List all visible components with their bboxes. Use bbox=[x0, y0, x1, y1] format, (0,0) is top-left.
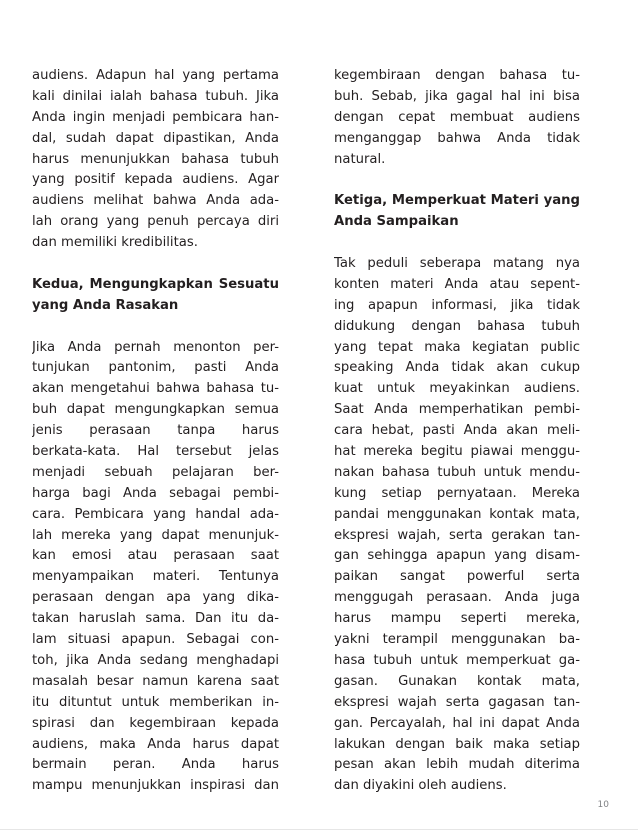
text-line: konten materi Anda atau sepent- bbox=[334, 276, 580, 292]
paragraph-gap bbox=[32, 317, 279, 338]
text-line: harga bagi Anda sebagai pembi- bbox=[32, 485, 279, 501]
text-line: masalah besar namun karena saat bbox=[32, 673, 279, 689]
paragraph-gap bbox=[334, 233, 580, 254]
text-line: yang tepat maka kegiatan public bbox=[334, 339, 580, 355]
text-line: menyampaikan materi. Tentunya bbox=[32, 569, 279, 585]
text-line: paikan sangat powerful serta bbox=[334, 569, 580, 585]
text-line: speaking Anda tidak akan cukup bbox=[334, 360, 580, 376]
text-line: audiens, maka Anda harus dapat bbox=[32, 736, 279, 752]
text-line: dan diyakini oleh audiens. bbox=[334, 778, 507, 794]
text-line: takan haruslah sama. Dan itu da- bbox=[32, 611, 279, 627]
text-line: mampu menunjukkan inspirasi dan bbox=[32, 778, 279, 794]
text-line: gan. Percayalah, hal ini dapat Anda bbox=[334, 715, 580, 731]
paragraph-gap bbox=[334, 170, 580, 191]
text-line: lah orang yang penuh percaya diri bbox=[32, 214, 279, 230]
text-line: menggugah perasaan. Anda juga bbox=[334, 590, 580, 606]
page-number: 10 bbox=[597, 800, 609, 810]
text-line: audiens. Adapun hal yang pertama bbox=[32, 68, 279, 83]
text-line: gan sehingga apapun yang disam- bbox=[334, 548, 580, 564]
text-line: kung setiap pernyataan. Mereka bbox=[334, 485, 580, 501]
left-column bbox=[32, 66, 279, 797]
text-line: lakukan dengan baik maka setiap bbox=[334, 736, 580, 752]
text-line: yang positif kepada audiens. Agar bbox=[32, 172, 279, 188]
text-line: dan memiliki kredibilitas. bbox=[32, 235, 198, 251]
text-line: Saat Anda memperhatikan pembi- bbox=[334, 402, 580, 418]
text-line: menjadi sebuah pelajaran ber- bbox=[32, 464, 279, 480]
text-line: itu dituntut untuk memberikan in- bbox=[32, 694, 279, 710]
text-line: yakni terampil menggunakan ba- bbox=[334, 632, 580, 648]
text-line: Jika Anda pernah menonton per- bbox=[32, 339, 279, 355]
text-line: berkata-kata. Hal tersebut jelas bbox=[32, 444, 279, 460]
text-line: jenis perasaan tanpa harus bbox=[32, 423, 279, 439]
text-line: lam situasi apapun. Sebagai con- bbox=[32, 632, 279, 648]
section-heading-line: Ketiga, Memperkuat Materi yang bbox=[334, 193, 580, 209]
text-line: Tak peduli seberapa matang nya bbox=[334, 256, 580, 272]
section-heading-line: Anda Sampaikan bbox=[334, 214, 459, 230]
section-heading-line: Kedua, Mengungkapkan Sesuatu bbox=[32, 276, 279, 292]
text-line: bermain peran. Anda harus bbox=[32, 757, 279, 773]
paragraph-gap bbox=[32, 254, 279, 275]
text-line: cara hebat, pasti Anda akan meli- bbox=[334, 423, 580, 439]
text-line: cara. Pembicara yang handal ada- bbox=[32, 506, 279, 522]
text-line: harus menunjukkan bahasa tubuh bbox=[32, 151, 279, 167]
text-line: buh. Sebab, jika gagal hal ini bisa bbox=[334, 88, 580, 104]
text-line: harus mampu seperti mereka, bbox=[334, 611, 580, 627]
text-line: ekspresi wajah serta gagasan tan- bbox=[334, 694, 580, 710]
text-line: dal, sudah dapat dipastikan, Anda bbox=[32, 130, 279, 146]
text-line: perasaan dengan apa yang dika- bbox=[32, 590, 279, 606]
text-line: nakan bahasa tubuh untuk mendu- bbox=[334, 464, 580, 480]
text-line: hasa tubuh untuk memperkuat ga- bbox=[334, 652, 580, 668]
text-line: hat mereka begitu piawai menggu- bbox=[334, 444, 580, 460]
text-line: kali dinilai ialah bahasa tubuh. Jika bbox=[32, 88, 279, 104]
text-line: kan emosi atau perasaan saat bbox=[32, 548, 279, 564]
text-line: menganggap bahwa Anda tidak bbox=[334, 130, 580, 146]
text-line: akan mengetahui bahwa bahasa tu- bbox=[32, 381, 279, 397]
text-line: natural. bbox=[334, 151, 386, 167]
text-line: dengan cepat membuat audiens bbox=[334, 109, 580, 125]
text-line: ekspresi wajah, serta gerakan tan- bbox=[334, 527, 580, 543]
text-line: tunjukan pantonim, pasti Anda bbox=[32, 360, 279, 376]
text-line: kegembiraan dengan bahasa tu- bbox=[334, 68, 580, 83]
text-line: lah mereka yang dapat menunjuk- bbox=[32, 527, 279, 543]
bottom-rule bbox=[0, 829, 638, 830]
text-line: spirasi dan kegembiraan kepada bbox=[32, 715, 279, 731]
text-line: didukung dengan bahasa tubuh bbox=[334, 318, 580, 334]
text-line: audiens melihat bahwa Anda ada- bbox=[32, 193, 279, 209]
text-line: kuat untuk meyakinkan audiens. bbox=[334, 381, 580, 397]
right-column bbox=[334, 66, 580, 797]
text-line: ing apapun informasi, jika tidak bbox=[334, 297, 580, 313]
text-line: gasan. Gunakan kontak mata, bbox=[334, 673, 580, 689]
text-line: Anda ingin menjadi pembicara han- bbox=[32, 109, 279, 125]
text-line: pesan akan lebih mudah diterima bbox=[334, 757, 580, 773]
section-heading-line: yang Anda Rasakan bbox=[32, 297, 179, 313]
text-line: pandai menggunakan kontak mata, bbox=[334, 506, 580, 522]
text-line: toh, jika Anda sedang menghadapi bbox=[32, 652, 279, 668]
text-line: buh dapat mengungkapkan semua bbox=[32, 402, 279, 418]
